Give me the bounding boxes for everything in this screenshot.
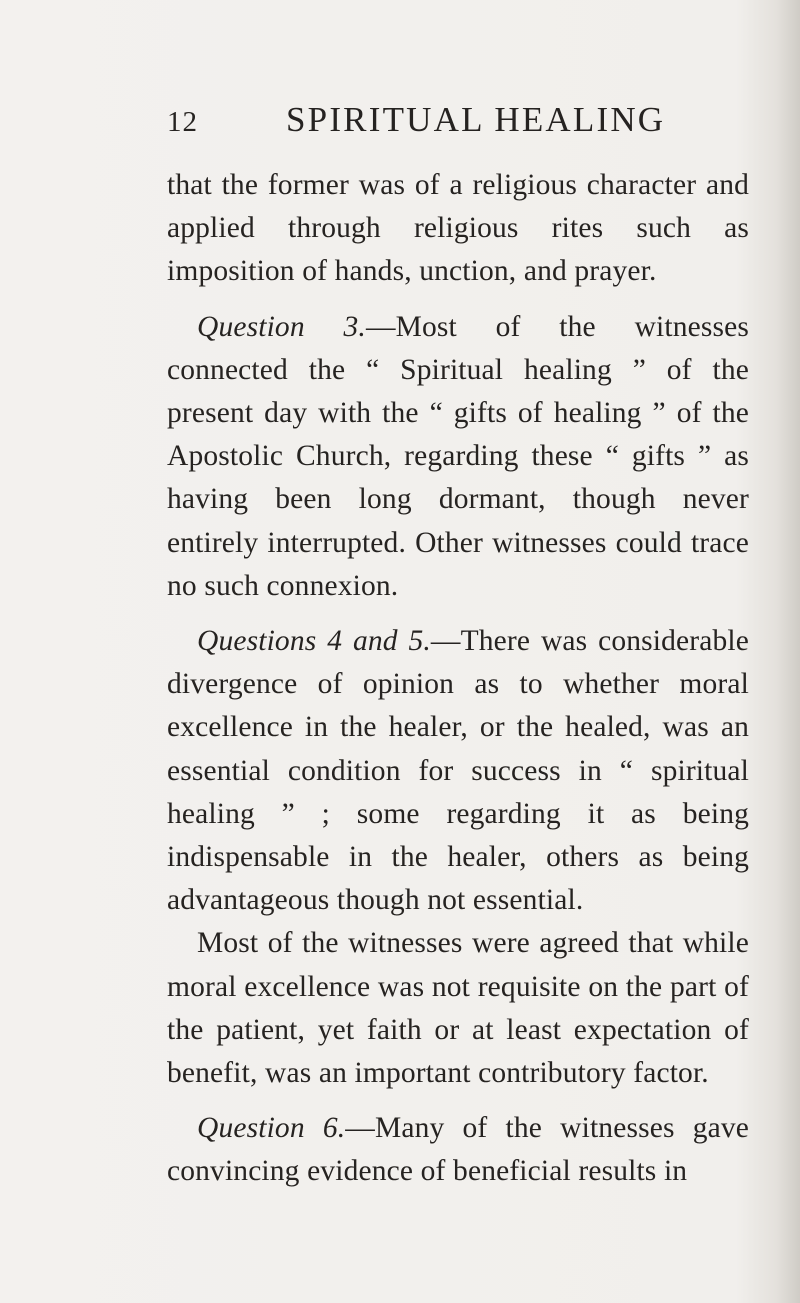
paragraph-text: —Most of the witnesses connected the “ Spiritual healing ” of the present day with the “ gifts of healing ” of the Apostolic Church, regarding these “ gifts ” as having been long dormant, though never entirely interrupted. Other witnesses could trace no such connexion. [167,310,749,602]
running-head: SPIRITUAL HEALING [286,100,666,139]
body-text [167,164,749,1194]
paragraph-text: Most of the witnesses were agreed that while moral excellence was not requisite on the part of the patient, yet faith or at least expectation of benefit, was an important contributory factor. [167,927,749,1090]
paragraph-4 [167,922,749,1095]
question-label: Questions 4 and 5. [197,625,431,658]
page-number: 12 [167,106,198,138]
paragraph-question-6 [167,1107,749,1193]
question-label: Question 6. [197,1112,346,1145]
paragraph-text: —There was considerable divergence of opinion as to whether moral excellence in the healer, or the healed, was an essential condition for success in “ spiritual healing ” ; some regarding it as being indispensable in the healer, others as being advantageous though not essential. [167,625,749,917]
question-label: Question 3. [197,310,366,343]
paragraph-text: —Many of the witnesses gave convincing evidence of beneficial results in [167,1112,750,1188]
paragraph-text: that the former was of a religious character and applied through religious rites such as imposition of hands, unction, and prayer. [167,169,749,288]
paragraph-question-3 [167,306,749,608]
page-header [0,100,800,144]
paragraph-1 [167,164,749,294]
paragraph-questions-4-5 [167,620,749,922]
